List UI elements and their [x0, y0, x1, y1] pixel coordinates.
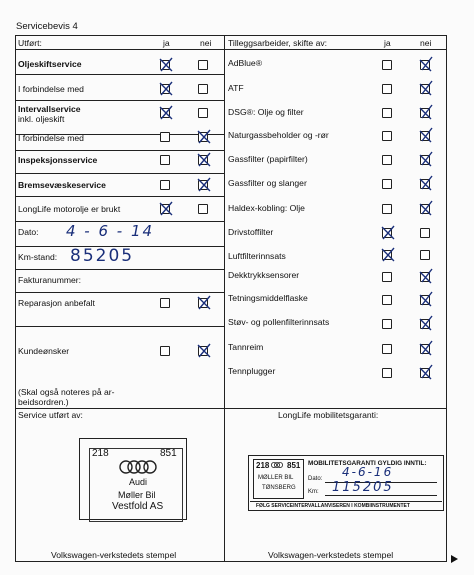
row-label-oljeskift: Oljeskiftservice	[18, 59, 82, 69]
column-divider	[224, 36, 225, 561]
row-label-forbindelse-1: I forbindelse med	[18, 84, 84, 94]
form-title: Servicebevis 4	[16, 21, 78, 32]
checkbox-tennplugger-nei[interactable]	[420, 368, 430, 378]
checkbox-adblue-nei[interactable]	[420, 60, 430, 70]
note-line-1: (Skal også noteres på ar-	[18, 387, 115, 397]
reparasjon-label: Reparasjon anbefalt	[18, 298, 95, 308]
checkbox-drivstoffilter-nei[interactable]	[420, 228, 430, 238]
stamp-left-num-left: 218	[92, 448, 109, 459]
dato-label: Dato:	[18, 227, 39, 237]
stamp-right-num-right: 851	[287, 461, 301, 470]
checkbox-dsg-ja[interactable]	[382, 108, 392, 118]
row-label-dekktrykk: Dekktrykksensorer	[228, 270, 300, 280]
checkbox-tetning-nei[interactable]	[420, 295, 430, 305]
row-label-longlife: LongLife motorolje er brukt	[18, 204, 121, 214]
row-label-atf: ATF	[228, 83, 244, 93]
checkbox-naturgass-nei[interactable]	[420, 131, 430, 141]
row-label-dsg: DSG®: Olje og filter	[228, 107, 304, 117]
checkbox-stov-pollen-nei[interactable]	[420, 319, 430, 329]
stamp-right-head: MOBILITETSGARANTI GYLDIG INNTIL:	[308, 460, 427, 467]
left-header: Utført:	[18, 38, 42, 48]
checkbox-intervall-nei[interactable]	[198, 108, 208, 118]
row-label-intervall-sub: inkl. oljeskift	[18, 114, 65, 124]
right-stamp-caption: Volkswagen-verkstedets stempel	[268, 550, 394, 560]
bottom-section-rule	[16, 408, 446, 409]
left-stamp-caption: Volkswagen-verkstedets stempel	[51, 550, 177, 560]
stamp-right-rings-icon	[271, 461, 285, 469]
header-rule	[16, 49, 446, 50]
stamp-left-brand: Audi	[129, 477, 148, 487]
checkbox-forbindelse1-ja[interactable]	[160, 84, 170, 94]
row-label-inspeksjon: Inspeksjonsservice	[18, 155, 98, 165]
left-col-ja: ja	[163, 38, 170, 48]
checkbox-atf-ja[interactable]	[382, 84, 392, 94]
stamp-right-dato-value: 4-6-16	[342, 465, 394, 479]
checkbox-gassfilter-papir-nei[interactable]	[420, 155, 430, 165]
row-label-adblue: AdBlue®	[228, 58, 263, 68]
stamp-right-num-left: 218	[256, 461, 270, 470]
checkbox-dekktrykk-ja[interactable]	[382, 272, 392, 282]
note-line-2: beidsordren.)	[18, 397, 69, 407]
stamp-left-line1: Møller Bil	[118, 490, 156, 500]
row-label-gassfilter-slanger: Gassfilter og slanger	[228, 178, 307, 188]
row-label-tannreim: Tannreim	[228, 342, 264, 352]
row-label-luftfilter: Luftfilterinnsats	[228, 251, 286, 261]
stamp-right-km-value: 115205	[332, 480, 394, 495]
checkbox-intervall-ja[interactable]	[160, 108, 170, 118]
km-label: Km-stand:	[18, 252, 58, 262]
checkbox-inspeksjon-ja[interactable]	[160, 155, 170, 165]
checkbox-drivstoffilter-ja[interactable]	[382, 228, 392, 238]
checkbox-bremse-ja[interactable]	[160, 180, 170, 190]
checkbox-reparasjon-nei[interactable]	[198, 298, 208, 308]
checkbox-luftfilter-ja[interactable]	[382, 250, 392, 260]
row-label-intervall: Intervallservice	[18, 104, 81, 114]
stamp-right-footer: FØLG SERVICEINTERVALLANVISEREN I KOMBIINSTRUMENTET	[256, 503, 410, 509]
checkbox-kunde-nei[interactable]	[198, 346, 208, 356]
next-page-arrow-icon	[451, 555, 458, 563]
stamp-right-km-label: Km:	[308, 489, 319, 495]
checkbox-haldex-ja[interactable]	[382, 204, 392, 214]
row-label-bremsevaeske: Bremsevæskeservice	[18, 180, 106, 190]
row-label-naturgass: Naturgassbeholder og -rør	[228, 130, 329, 140]
checkbox-naturgass-ja[interactable]	[382, 131, 392, 141]
row-label-gassfilter-papir: Gassfilter (papirfilter)	[228, 154, 308, 164]
checkbox-tennplugger-ja[interactable]	[382, 368, 392, 378]
stamp-left-line2: Vestfold AS	[112, 501, 164, 512]
checkbox-tannreim-nei[interactable]	[420, 344, 430, 354]
checkbox-dekktrykk-nei[interactable]	[420, 272, 430, 282]
checkbox-oljeskift-nei[interactable]	[198, 60, 208, 70]
stamp-right-name1: MØLLER BIL	[258, 475, 294, 481]
checkbox-forbindelse2-nei[interactable]	[198, 132, 208, 142]
checkbox-longlife-ja[interactable]	[160, 204, 170, 214]
checkbox-inspeksjon-nei[interactable]	[198, 155, 208, 165]
right-col-ja: ja	[384, 38, 391, 48]
service-utfort-label: Service utført av:	[18, 410, 83, 420]
dato-value: 4 - 6 - 14	[66, 222, 155, 240]
checkbox-kunde-ja[interactable]	[160, 346, 170, 356]
checkbox-haldex-nei[interactable]	[420, 204, 430, 214]
stamp-left-num-right: 851	[160, 448, 177, 459]
row-label-stov-pollen: Støv- og pollenfilterinnsats	[228, 317, 330, 327]
checkbox-gassfilter-slanger-ja[interactable]	[382, 179, 392, 189]
stamp-right-dato-label: Dato:	[308, 476, 323, 482]
left-col-nei: nei	[200, 38, 212, 48]
checkbox-longlife-nei[interactable]	[198, 204, 208, 214]
checkbox-atf-nei[interactable]	[420, 84, 430, 94]
checkbox-adblue-ja[interactable]	[382, 60, 392, 70]
checkbox-stov-pollen-ja[interactable]	[382, 319, 392, 329]
km-value: 85205	[70, 246, 135, 266]
row-label-tetning: Tetningsmiddelflaske	[228, 293, 308, 303]
checkbox-oljeskift-ja[interactable]	[160, 60, 170, 70]
kunde-label: Kundeønsker	[18, 346, 70, 356]
checkbox-gassfilter-papir-ja[interactable]	[382, 155, 392, 165]
row-label-haldex: Haldex-kobling: Olje	[228, 203, 305, 213]
stamp-right-name2: TØNSBERG	[262, 485, 296, 491]
checkbox-tetning-ja[interactable]	[382, 295, 392, 305]
audi-rings-icon	[118, 459, 158, 475]
checkbox-gassfilter-slanger-nei[interactable]	[420, 179, 430, 189]
longlife-garanti-label: LongLife mobilitetsgaranti:	[278, 410, 379, 420]
row-label-tennplugger: Tennplugger	[228, 366, 276, 376]
checkbox-tannreim-ja[interactable]	[382, 344, 392, 354]
checkbox-forbindelse1-nei[interactable]	[198, 84, 208, 94]
faktura-label: Fakturanummer:	[18, 275, 82, 285]
row-label-drivstoffilter: Drivstoffilter	[228, 227, 274, 237]
right-header: Tilleggsarbeider, skifte av:	[228, 38, 328, 48]
right-col-nei: nei	[420, 38, 432, 48]
row-label-forbindelse-2: I forbindelse med	[18, 133, 84, 143]
checkbox-reparasjon-ja[interactable]	[160, 298, 170, 308]
checkbox-luftfilter-nei[interactable]	[420, 250, 430, 260]
checkbox-forbindelse2-ja[interactable]	[160, 132, 170, 142]
checkbox-bremse-nei[interactable]	[198, 180, 208, 190]
checkbox-dsg-nei[interactable]	[420, 108, 430, 118]
